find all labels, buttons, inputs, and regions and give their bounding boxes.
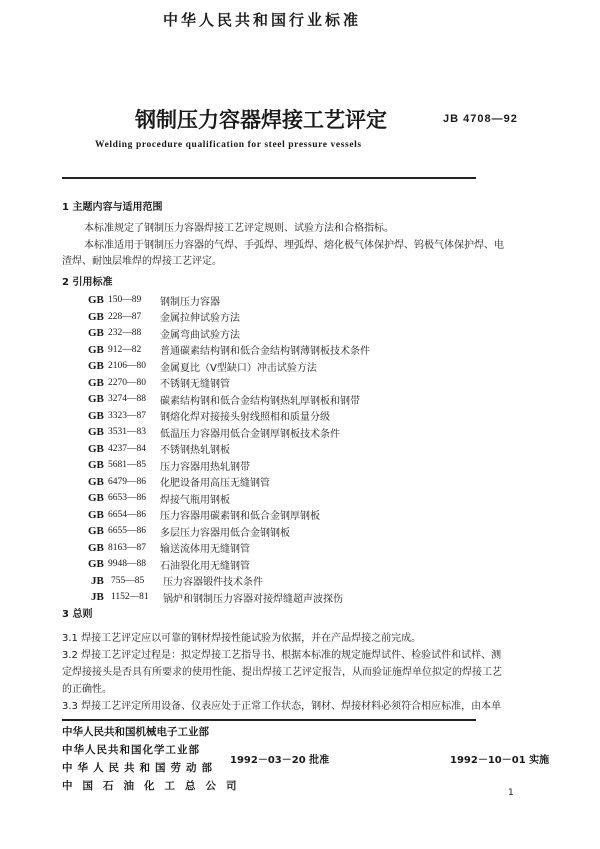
paragraph: 本标准规定了钢制压力容器焊接工艺评定规则、试验方法和合格指标。 [84,223,394,234]
reference-prefix: GB [88,558,104,571]
reference-item [88,441,370,458]
reference-prefix: GB [88,310,104,323]
clause-3-2: 定焊接接头是否具有所要求的使用性能、提出焊接工艺评定报告，从而验证施焊单位拟定的焊接工艺 [62,667,502,678]
paragraph: 本标准适用于钢制压力容器的气焊、手弧焊、埋弧焊、熔化极气体保护焊、钨极气体保护焊、电 [84,240,504,251]
reference-list [88,292,370,606]
reference-title: 压力容器用碳素钢和低合金钢厚钢板 [160,511,320,523]
reference-number: 6655—86 [108,526,146,537]
section-3-heading: 3 总则 [62,609,93,620]
reference-item [88,589,370,606]
issuer: 中华人民共和国机械电子工业部 [62,726,209,738]
reference-item [88,309,370,326]
reference-number: 4237—84 [108,443,146,454]
reference-title: 化肥设备用高压无缝钢管 [160,478,270,490]
section-2-heading: 2 引用标准 [62,277,113,288]
reference-title: 石油裂化用无缝钢管 [160,560,250,572]
reference-title: 不锈钢热轧钢板 [160,445,230,457]
reference-item [88,375,370,392]
reference-item [88,573,370,590]
reference-number: 3531—83 [108,427,146,438]
reference-number: 755—85 [111,575,145,586]
reference-prefix: GB [88,294,104,307]
reference-prefix: GB [88,376,104,389]
reference-prefix: GB [88,459,104,472]
reference-number: 1152—81 [111,592,149,603]
reference-number: 6653—86 [108,493,146,504]
reference-title: 压力容器用热轧钢带 [160,461,250,473]
clause-3-2: 的正确性。 [62,684,112,695]
reference-item [88,292,370,309]
reference-prefix: GB [88,475,104,488]
reference-item [88,507,370,524]
reference-title: 钢熔化焊对接接头射线照相和质量分级 [160,412,330,424]
issuer: 中国石油化工总公司 [62,780,247,792]
reference-prefix: GB [88,409,104,422]
reference-title: 金属夏比（V型缺口）冲击试验方法 [160,362,317,374]
reference-title: 普通碳素结构钢和低合金结构钢薄钢板技术条件 [160,346,370,358]
reference-item [88,424,370,441]
issuer: 中华人民共和国化学工业部 [62,744,200,756]
reference-item [88,408,370,425]
reference-number: 3274—88 [108,394,146,405]
reference-title: 输送流体用无缝钢管 [160,544,250,556]
reference-item [88,457,370,474]
reference-item [88,358,370,375]
reference-title: 低温压力容器用低合金钢厚钢板技术条件 [160,428,340,440]
clause-3-3: 3.3 焊接工艺评定所用设备、仪表应处于正常工作状态，钢材、焊接材料必须符合相应标准，由本单 [62,701,502,712]
reference-prefix: GB [88,327,104,340]
reference-title: 多层压力容器用低合金钢钢板 [160,527,290,539]
section-1-heading: 1 主题内容与适用范围 [62,202,163,213]
reference-number: 6654—86 [108,509,146,520]
reference-number: 2270—80 [108,377,146,388]
page-number: 1 [508,788,514,798]
reference-title: 压力容器锻件技术条件 [163,577,263,589]
clause-3-2: 3.2 焊接工艺评定过程是：拟定焊接工艺指导书、根据本标准的规定施焊试件、检验试件和试样、测 [62,650,502,661]
reference-item [88,556,370,573]
document-title: 钢制压力容器焊接工艺评定 [135,108,387,132]
clause-3-1: 3.1 焊接工艺评定应以可靠的钢材焊接性能试验为依据，并在产品焊接之前完成。 [62,633,422,644]
reference-number: 150—89 [108,295,142,306]
reference-title: 碳素结构钢和低合金结构钢热轧厚钢板和钢带 [160,395,360,407]
reference-number: 232—88 [108,328,142,339]
approval-date: 1992－03－20 批准 [230,755,330,766]
paragraph: 渣焊、耐蚀层堆焊的焊接工艺评定。 [62,256,222,267]
reference-prefix: GB [88,442,104,455]
reference-prefix: JB [91,574,104,587]
standard-code: JB 4708—92 [443,113,518,125]
reference-prefix: GB [88,360,104,373]
reference-item [88,490,370,507]
reference-prefix: GB [88,393,104,406]
reference-number: 912—82 [108,344,142,355]
issuer: 中华人民共和国劳动部 [62,762,217,774]
reference-title: 金属弯曲试验方法 [160,329,240,341]
reference-title: 金属拉伸试验方法 [160,313,240,325]
reference-number: 228—87 [108,311,142,322]
reference-item [88,474,370,491]
reference-prefix: GB [88,541,104,554]
reference-title: 锅炉和钢制压力容器对接焊缝超声波探伤 [163,593,343,605]
header-divider [62,177,476,179]
reference-number: 2106—80 [108,361,146,372]
reference-prefix: GB [88,492,104,505]
footer-divider [62,719,476,721]
reference-title: 焊接气瓶用钢板 [160,494,230,506]
implementation-date: 1992－10－01 实施 [450,755,550,766]
reference-prefix: GB [88,426,104,439]
issuing-category: 中华人民共和国行业标准 [163,11,362,29]
reference-title: 不锈钢无缝钢管 [160,379,230,391]
reference-number: 6479—86 [108,476,146,487]
english-title: Welding procedure qualification for steel pressure vessels [95,140,362,150]
reference-item [88,523,370,540]
reference-item [88,540,370,557]
reference-number: 5681—85 [108,460,146,471]
reference-number: 3323—87 [108,410,146,421]
reference-title: 钢制压力容器 [160,296,220,308]
reference-item [88,342,370,359]
reference-number: 9948—88 [108,559,146,570]
reference-item [88,325,370,342]
reference-prefix: GB [88,343,104,356]
reference-prefix: GB [88,525,104,538]
reference-number: 8163—87 [108,542,146,553]
reference-prefix: GB [88,508,104,521]
reference-item [88,391,370,408]
reference-prefix: JB [91,591,104,604]
